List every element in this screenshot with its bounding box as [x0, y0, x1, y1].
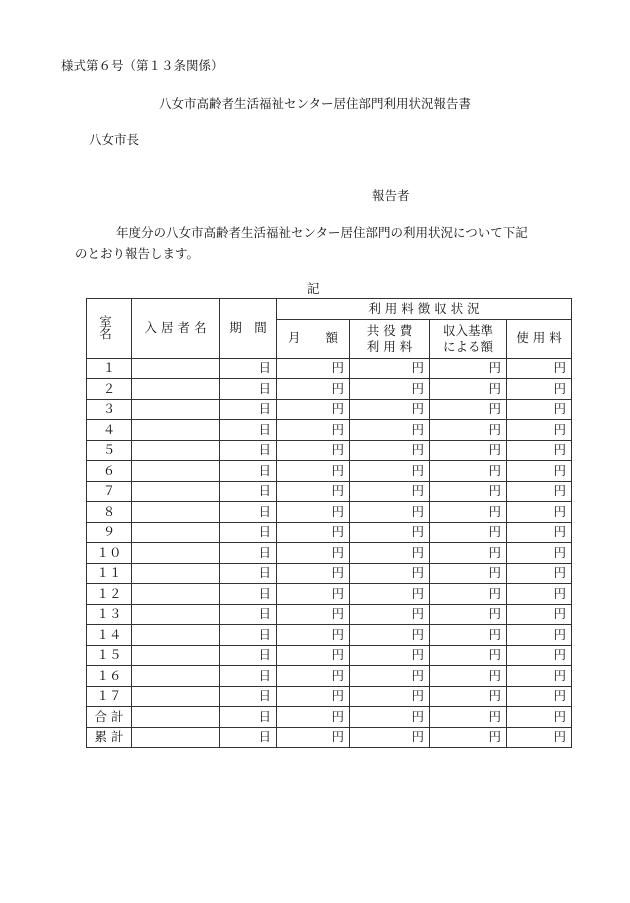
- room-cell: ３: [87, 399, 132, 420]
- room-cell: ９: [87, 522, 132, 543]
- period-cell: 日: [220, 563, 277, 584]
- income-based-cell: 円: [430, 666, 507, 687]
- room-cell: １: [87, 358, 132, 379]
- period-cell: 日: [220, 666, 277, 687]
- header-common-line-1: 共 役 費: [366, 322, 413, 338]
- resident-cell[interactable]: [132, 522, 220, 543]
- room-cell: ５: [87, 440, 132, 461]
- income-based-cell: 円: [430, 543, 507, 564]
- usage-fee-cell: 円: [507, 584, 572, 605]
- income-based-cell: 円: [430, 625, 507, 646]
- monthly-cell: 円: [277, 625, 350, 646]
- period-cell: 日: [220, 543, 277, 564]
- monthly-cell: 円: [277, 543, 350, 564]
- room-cell: 累 計: [87, 727, 132, 748]
- header-period: 期 間: [220, 299, 277, 359]
- monthly-cell: 円: [277, 522, 350, 543]
- table-row: [87, 584, 572, 605]
- period-cell: 日: [220, 584, 277, 605]
- common-fee-cell: 円: [350, 543, 430, 564]
- usage-fee-cell: 円: [507, 502, 572, 523]
- period-cell: 日: [220, 461, 277, 482]
- room-cell: １０: [87, 543, 132, 564]
- resident-cell[interactable]: [132, 543, 220, 564]
- resident-cell[interactable]: [132, 461, 220, 482]
- common-fee-cell: 円: [350, 707, 430, 728]
- room-cell: １５: [87, 645, 132, 666]
- header-usage-fee: 使 用 料: [507, 319, 572, 358]
- usage-fee-cell: 円: [507, 481, 572, 502]
- table-row: [87, 420, 572, 441]
- header-row-1: [87, 299, 572, 320]
- monthly-cell: 円: [277, 645, 350, 666]
- table-row: [87, 563, 572, 584]
- table-row: [87, 440, 572, 461]
- common-fee-cell: 円: [350, 461, 430, 482]
- income-based-cell: 円: [430, 522, 507, 543]
- resident-cell[interactable]: [132, 420, 220, 441]
- monthly-cell: 円: [277, 358, 350, 379]
- resident-cell[interactable]: [132, 584, 220, 605]
- income-based-cell: 円: [430, 440, 507, 461]
- resident-cell[interactable]: [132, 666, 220, 687]
- resident-cell[interactable]: [132, 645, 220, 666]
- table-row: [87, 686, 572, 707]
- usage-fee-cell: 円: [507, 379, 572, 400]
- common-fee-cell: 円: [350, 399, 430, 420]
- income-based-cell: 円: [430, 604, 507, 625]
- reporter-label: 報告者: [372, 188, 410, 203]
- period-cell: 日: [220, 625, 277, 646]
- header-income-line-2: による額: [442, 338, 493, 354]
- room-cell: ４: [87, 420, 132, 441]
- monthly-cell: 円: [277, 420, 350, 441]
- period-cell: 日: [220, 645, 277, 666]
- monthly-cell: 円: [277, 604, 350, 625]
- monthly-cell: 円: [277, 502, 350, 523]
- resident-cell[interactable]: [132, 440, 220, 461]
- common-fee-cell: 円: [350, 584, 430, 605]
- income-based-cell: 円: [430, 358, 507, 379]
- monthly-cell: 円: [277, 707, 350, 728]
- document-title: 八女市高齢者生活福祉センター居住部門利用状況報告書: [158, 96, 471, 111]
- period-cell: 日: [220, 502, 277, 523]
- table-row: [87, 481, 572, 502]
- common-fee-cell: 円: [350, 604, 430, 625]
- table-row: [87, 461, 572, 482]
- header-income-line-1: 収入基準: [442, 322, 493, 338]
- monthly-cell: 円: [277, 727, 350, 748]
- header-fee-group: 利 用 料 徴 収 状 況: [277, 299, 572, 320]
- common-fee-cell: 円: [350, 563, 430, 584]
- header-resident: 入 居 者 名: [132, 299, 220, 359]
- room-cell: １１: [87, 563, 132, 584]
- resident-cell[interactable]: [132, 686, 220, 707]
- room-cell: １３: [87, 604, 132, 625]
- common-fee-cell: 円: [350, 358, 430, 379]
- room-cell: ７: [87, 481, 132, 502]
- room-cell: １６: [87, 666, 132, 687]
- income-based-cell: 円: [430, 379, 507, 400]
- room-cell: ２: [87, 379, 132, 400]
- common-fee-cell: 円: [350, 502, 430, 523]
- table-row: [87, 604, 572, 625]
- common-fee-cell: 円: [350, 522, 430, 543]
- period-cell: 日: [220, 481, 277, 502]
- income-based-cell: 円: [430, 461, 507, 482]
- usage-fee-cell: 円: [507, 440, 572, 461]
- period-cell: 日: [220, 399, 277, 420]
- table-row: [87, 543, 572, 564]
- header-common-fee: [350, 319, 430, 358]
- form-number: 様式第６号（第１３条関係）: [61, 58, 224, 73]
- table-row: [87, 645, 572, 666]
- usage-fee-cell: 円: [507, 686, 572, 707]
- common-fee-cell: 円: [350, 727, 430, 748]
- table-row: [87, 707, 572, 728]
- usage-fee-cell: 円: [507, 543, 572, 564]
- usage-report-table: [86, 298, 572, 748]
- monthly-cell: 円: [277, 686, 350, 707]
- ki-mark: 記: [307, 281, 320, 296]
- monthly-cell: 円: [277, 399, 350, 420]
- resident-cell[interactable]: [132, 707, 220, 728]
- resident-cell[interactable]: [132, 502, 220, 523]
- income-based-cell: 円: [430, 584, 507, 605]
- monthly-cell: 円: [277, 481, 350, 502]
- table-row: [87, 666, 572, 687]
- room-cell: １４: [87, 625, 132, 646]
- income-based-cell: 円: [430, 727, 507, 748]
- usage-fee-cell: 円: [507, 604, 572, 625]
- period-cell: 日: [220, 379, 277, 400]
- resident-cell[interactable]: [132, 604, 220, 625]
- addressee: 八女市長: [89, 132, 140, 147]
- header-income-based: [430, 319, 507, 358]
- income-based-cell: 円: [430, 563, 507, 584]
- period-cell: 日: [220, 727, 277, 748]
- period-cell: 日: [220, 420, 277, 441]
- resident-cell[interactable]: [132, 625, 220, 646]
- income-based-cell: 円: [430, 645, 507, 666]
- common-fee-cell: 円: [350, 645, 430, 666]
- income-based-cell: 円: [430, 420, 507, 441]
- period-cell: 日: [220, 686, 277, 707]
- resident-cell[interactable]: [132, 563, 220, 584]
- resident-cell[interactable]: [132, 727, 220, 748]
- income-based-cell: 円: [430, 502, 507, 523]
- table-row: [87, 379, 572, 400]
- monthly-cell: 円: [277, 563, 350, 584]
- monthly-cell: 円: [277, 461, 350, 482]
- resident-cell[interactable]: [132, 481, 220, 502]
- body-text-line-1: 年度分の八女市高齢者生活福祉センター居住部門の利用状況について下記: [116, 225, 528, 240]
- room-cell: ８: [87, 502, 132, 523]
- table-row: [87, 399, 572, 420]
- room-cell: 合 計: [87, 707, 132, 728]
- usage-fee-cell: 円: [507, 358, 572, 379]
- income-based-cell: 円: [430, 686, 507, 707]
- header-monthly: 月 額: [277, 319, 350, 358]
- common-fee-cell: 円: [350, 686, 430, 707]
- resident-cell[interactable]: [132, 399, 220, 420]
- usage-fee-cell: 円: [507, 625, 572, 646]
- monthly-cell: 円: [277, 379, 350, 400]
- usage-fee-cell: 円: [507, 420, 572, 441]
- resident-cell[interactable]: [132, 379, 220, 400]
- header-common-line-2: 利 用 料: [366, 338, 413, 354]
- usage-fee-cell: 円: [507, 707, 572, 728]
- usage-fee-cell: 円: [507, 645, 572, 666]
- header-room: 室 名: [87, 299, 132, 359]
- body-text-line-2: のとおり報告します。: [75, 246, 200, 261]
- monthly-cell: 円: [277, 584, 350, 605]
- room-cell: ６: [87, 461, 132, 482]
- table-row: [87, 625, 572, 646]
- common-fee-cell: 円: [350, 379, 430, 400]
- period-cell: 日: [220, 604, 277, 625]
- usage-fee-cell: 円: [507, 522, 572, 543]
- table-row: [87, 358, 572, 379]
- period-cell: 日: [220, 707, 277, 728]
- income-based-cell: 円: [430, 481, 507, 502]
- usage-fee-cell: 円: [507, 399, 572, 420]
- usage-fee-cell: 円: [507, 563, 572, 584]
- room-cell: １２: [87, 584, 132, 605]
- income-based-cell: 円: [430, 399, 507, 420]
- table-row: [87, 727, 572, 748]
- resident-cell[interactable]: [132, 358, 220, 379]
- common-fee-cell: 円: [350, 420, 430, 441]
- period-cell: 日: [220, 358, 277, 379]
- usage-fee-cell: 円: [507, 461, 572, 482]
- table-row: [87, 502, 572, 523]
- common-fee-cell: 円: [350, 481, 430, 502]
- monthly-cell: 円: [277, 440, 350, 461]
- period-cell: 日: [220, 522, 277, 543]
- common-fee-cell: 円: [350, 625, 430, 646]
- usage-fee-cell: 円: [507, 727, 572, 748]
- monthly-cell: 円: [277, 666, 350, 687]
- room-cell: １７: [87, 686, 132, 707]
- period-cell: 日: [220, 440, 277, 461]
- common-fee-cell: 円: [350, 440, 430, 461]
- usage-fee-cell: 円: [507, 666, 572, 687]
- income-based-cell: 円: [430, 707, 507, 728]
- table-row: [87, 522, 572, 543]
- common-fee-cell: 円: [350, 666, 430, 687]
